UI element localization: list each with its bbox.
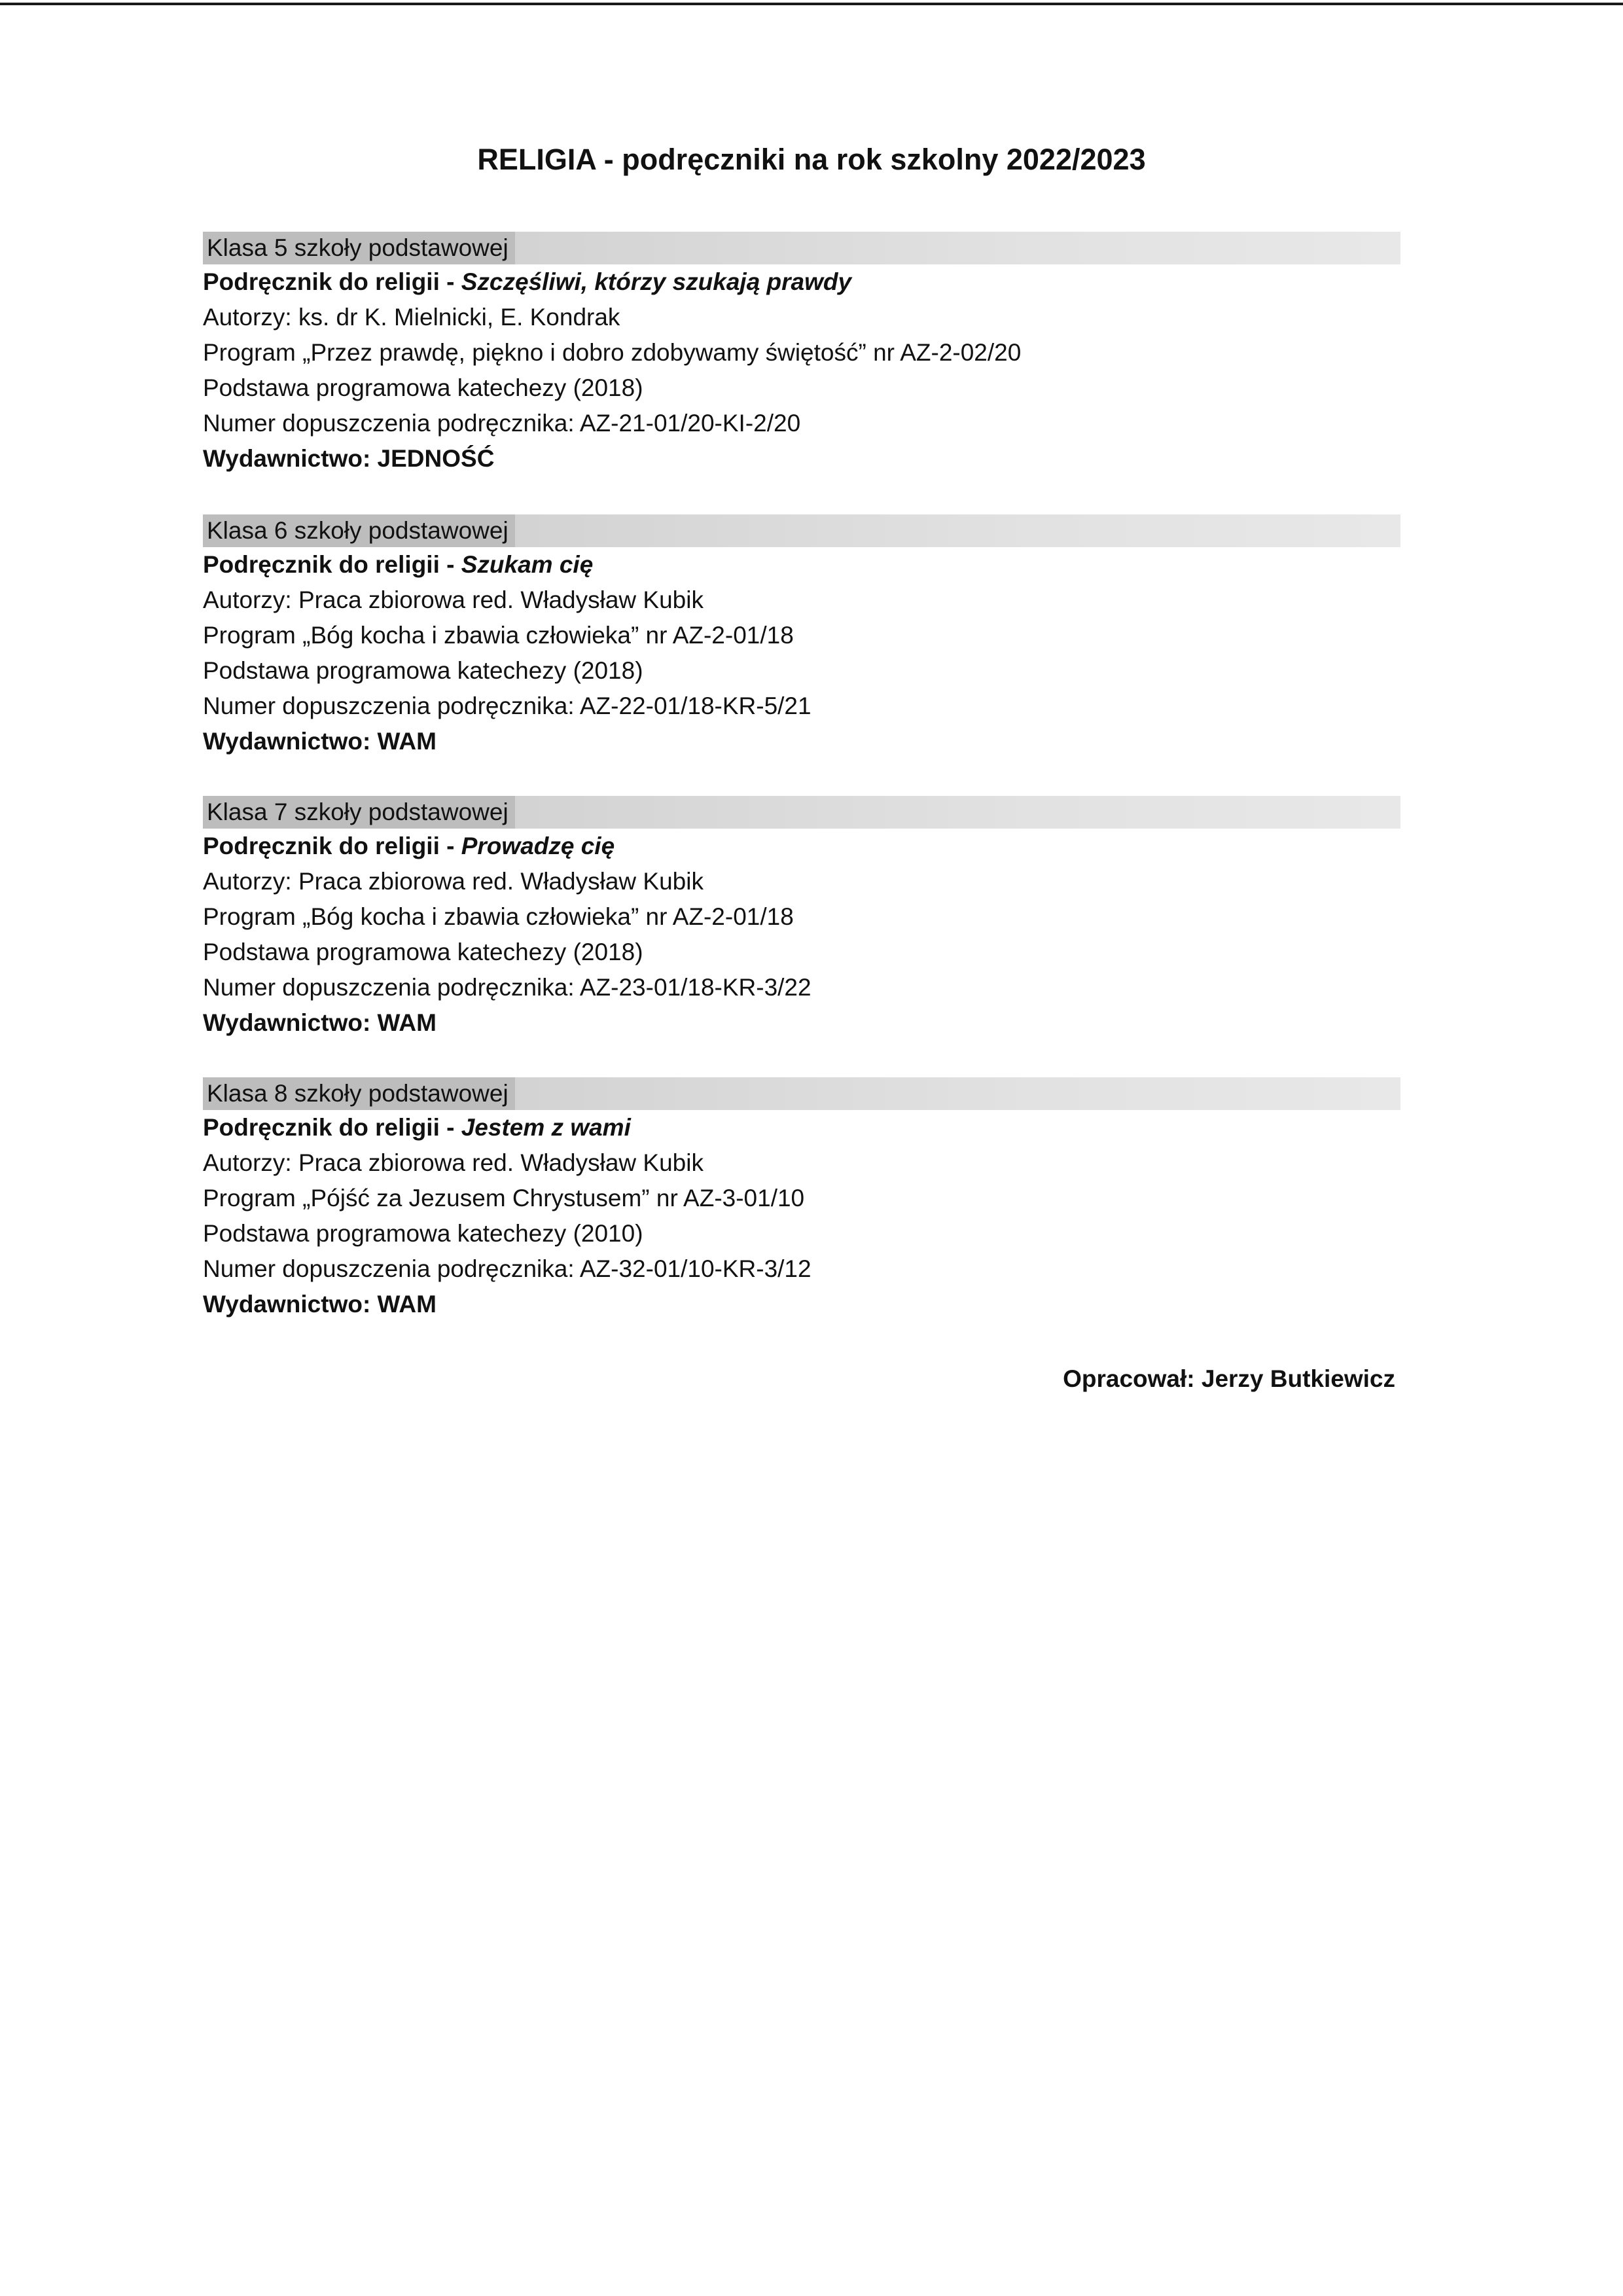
class-label: Klasa 7 szkoły podstawowej — [203, 796, 515, 829]
class-header-band — [203, 232, 1400, 264]
textbook-prefix: Podręcznik do religii - — [203, 1114, 461, 1141]
approval-line: Numer dopuszczenia podręcznika: AZ-32-01/10-KR-3/12 — [203, 1255, 812, 1282]
publisher-line: Wydawnictwo: WAM — [203, 1291, 437, 1318]
textbook-line — [203, 829, 1400, 864]
program-line: Program „Pójść za Jezusem Chrystusem” nr AZ-3-01/10 — [203, 1185, 805, 1211]
program-line: Program „Przez prawdę, piękno i dobro zdobywamy świętość” nr AZ-2-02/20 — [203, 339, 1022, 366]
top-border-line — [0, 3, 1623, 5]
basis-line: Podstawa programowa katechezy (2018) — [203, 657, 643, 684]
basis-line: Podstawa programowa katechezy (2018) — [203, 374, 643, 401]
program-line: Program „Bóg kocha i zbawia człowieka” nr AZ-2-01/18 — [203, 622, 794, 649]
section-klasa-8 — [203, 1077, 1400, 1322]
class-header-band — [203, 514, 1400, 547]
class-label: Klasa 8 szkoły podstawowej — [203, 1077, 515, 1110]
textbook-title: Szczęśliwi, którzy szukają prawdy — [461, 268, 852, 295]
class-label: Klasa 6 szkoły podstawowej — [203, 514, 515, 547]
publisher-line: Wydawnictwo: WAM — [203, 728, 437, 755]
page-title: RELIGIA - podręczniki na rok szkolny 2022/2023 — [477, 143, 1146, 176]
class-header-band — [203, 796, 1400, 829]
publisher-line: Wydawnictwo: WAM — [203, 1009, 437, 1036]
approval-line: Numer dopuszczenia podręcznika: AZ-22-01/18-KR-5/21 — [203, 692, 812, 719]
textbook-title: Prowadzę cię — [461, 833, 615, 859]
signature: Opracował: Jerzy Butkiewicz — [1063, 1365, 1395, 1392]
approval-line: Numer dopuszczenia podręcznika: AZ-21-01/20-KI-2/20 — [203, 410, 801, 437]
program-line: Program „Bóg kocha i zbawia człowieka” nr AZ-2-01/18 — [203, 903, 794, 930]
authors-line: Autorzy: ks. dr K. Mielnicki, E. Kondrak — [203, 304, 620, 331]
textbook-line — [203, 1110, 1400, 1145]
textbook-prefix: Podręcznik do religii - — [203, 268, 461, 295]
textbook-title: Szukam cię — [461, 551, 594, 578]
authors-line: Autorzy: Praca zbiorowa red. Władysław Kubik — [203, 868, 704, 895]
textbook-prefix: Podręcznik do religii - — [203, 833, 461, 859]
section-klasa-5 — [203, 232, 1400, 476]
section-klasa-6 — [203, 514, 1400, 759]
basis-line: Podstawa programowa katechezy (2018) — [203, 939, 643, 965]
section-klasa-7 — [203, 796, 1400, 1041]
publisher-line: Wydawnictwo: JEDNOŚĆ — [203, 445, 495, 472]
authors-line: Autorzy: Praca zbiorowa red. Władysław Kubik — [203, 1149, 704, 1176]
class-header-band — [203, 1077, 1400, 1110]
class-label: Klasa 5 szkoły podstawowej — [203, 232, 515, 264]
textbook-title: Jestem z wami — [461, 1114, 631, 1141]
textbook-line — [203, 264, 1400, 300]
authors-line: Autorzy: Praca zbiorowa red. Władysław Kubik — [203, 586, 704, 613]
basis-line: Podstawa programowa katechezy (2010) — [203, 1220, 643, 1247]
textbook-line — [203, 547, 1400, 583]
approval-line: Numer dopuszczenia podręcznika: AZ-23-01/18-KR-3/22 — [203, 974, 812, 1001]
textbook-prefix: Podręcznik do religii - — [203, 551, 461, 578]
